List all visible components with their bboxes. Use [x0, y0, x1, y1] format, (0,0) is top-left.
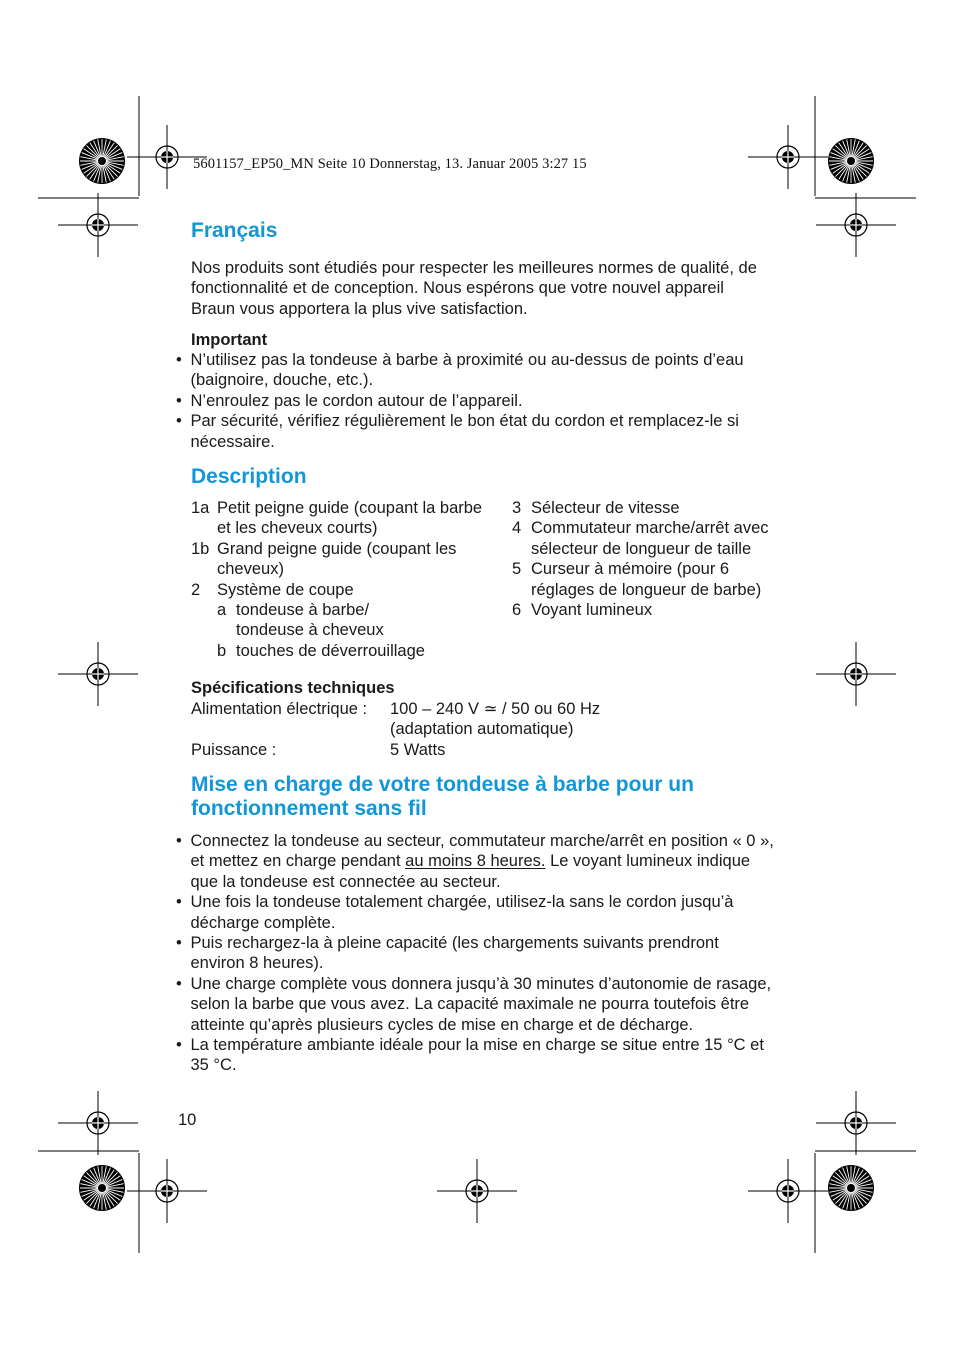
specs-title: Spécifications techniques [191, 679, 395, 697]
description-list-left [191, 498, 491, 661]
heading-description: Description [191, 465, 307, 488]
print-slug: 5601157_EP50_MN Seite 10 Donnerstag, 13. Januar 2005 3:27 15 [193, 156, 587, 172]
list-item: • Une charge complète vous donnera jusqu’à 30 minutes d’autonomie de rasage, selon la barbe que vous avez. La capacité maximale ne pourra toutefois être atteinte qu’après plusieurs cycles de mise en charge et de décharge. [176, 974, 772, 1034]
heading-charge: Mise en charge de votre tondeuse à barbe pour un fonctionnement sans fil [191, 773, 694, 820]
charge-list [176, 831, 776, 1076]
list-item: • N’enroulez pas le cordon autour de l’appareil. [176, 391, 523, 410]
list-item: 2 Système de coupe [191, 580, 354, 599]
list-item: 1b Grand peigne guide (coupant les cheveux) [191, 539, 457, 579]
spec-row [191, 740, 600, 760]
spec-label: Alimentation électrique : [191, 700, 368, 718]
intro-paragraph: Nos produits sont étudiés pour respecter les meilleures normes de qualité, de fonctionnalité et de conception. Nous espérons que votre nouvel appareil Braun vous apportera la plus vive satisfaction. [191, 259, 757, 318]
spec-label: Puissance : [191, 740, 277, 759]
list-item: • La température ambiante idéale pour la mise en charge se situe entre 15 °C et 35 °C. [176, 1036, 764, 1075]
description-list-right [512, 498, 782, 620]
list-item: • Une fois la tondeuse totalement chargée, utilisez-la sans le cordon jusqu’à décharge complète. [176, 893, 734, 932]
list-item: 3 Sélecteur de vitesse [512, 499, 680, 517]
important-list [176, 350, 776, 452]
spec-row [191, 699, 600, 719]
list-item: • N’utilisez pas la tondeuse à barbe à proximité ou au-dessus de points d’eau (baignoire, douche, etc.). [176, 351, 744, 390]
specs-table [191, 699, 600, 760]
important-title: Important [191, 331, 268, 349]
list-item: 1a Petit peigne guide (coupant la barbe et les cheveux courts) [191, 499, 483, 538]
list-item: • Par sécurité, vérifiez régulièrement le bon état du cordon et remplacez-le si nécessaire. [176, 412, 739, 451]
list-item: 5 Curseur à mémoire (pour 6 réglages de longueur de barbe) [512, 560, 762, 599]
list-item: • Connectez la tondeuse au secteur, commutateur marche/arrêt en position « 0 », et mettez en charge pendant au moins 8 heures. Le voyant lumineux indique que la tondeuse est connectée au secteur. [176, 832, 774, 891]
list-item: b touches de déverrouillage [217, 641, 425, 660]
list-item: a tondeuse à barbe/ tondeuse à cheveux [217, 601, 384, 640]
list-item: • Puis rechargez-la à pleine capacité (les chargements suivants prendront environ 8 heures). [176, 934, 719, 973]
spec-value: 100 – 240 V ≃ / 50 ou 60 Hz [390, 700, 601, 718]
list-item: 6 Voyant lumineux [512, 601, 653, 620]
spec-note: (adaptation automatique) [390, 720, 574, 739]
spec-row [191, 719, 600, 739]
heading-francais: Français [191, 219, 278, 242]
list-item: 4 Commutateur marche/arrêt avec sélecteur de longueur de taille [512, 519, 769, 558]
spec-value: 5 Watts [390, 740, 446, 759]
page-number: 10 [178, 1111, 197, 1129]
